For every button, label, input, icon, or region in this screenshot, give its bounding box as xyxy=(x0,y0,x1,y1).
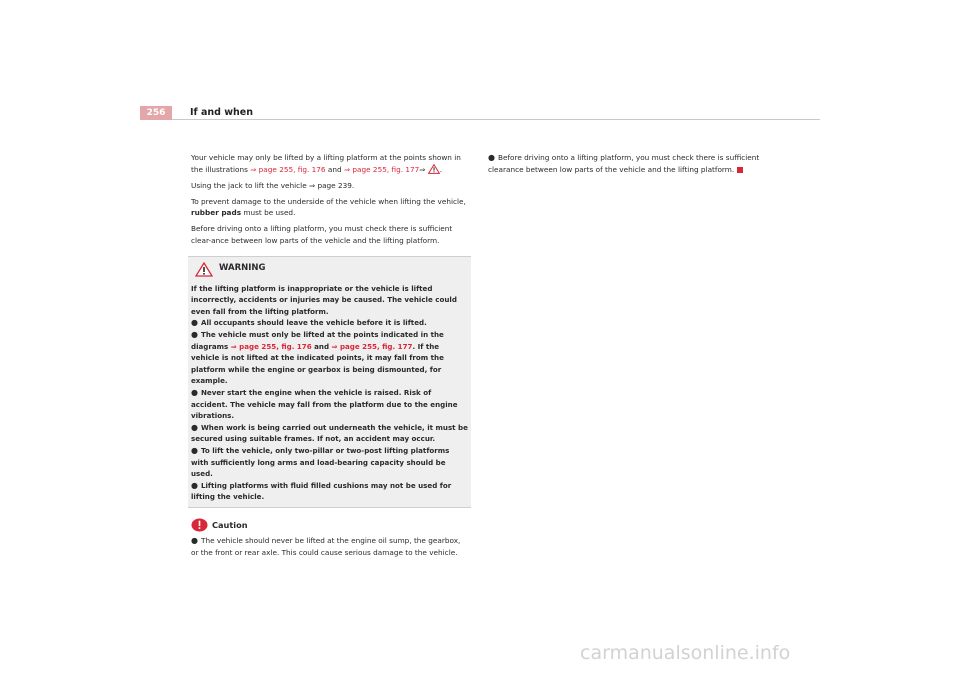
warning-bullet: ● The vehicle must only be lifted at the points indicated in the diagrams ⇒ page 255, fig. 176 and ⇒ page 255, fig. 177. If the vehicle is not lifted at the indicated points, it may fall from the platform while the engine or gearbox is being dismounted, for example. xyxy=(191,330,444,386)
end-of-section-icon xyxy=(737,167,743,173)
paragraph-lifting-points: Your vehicle may only be lifted by a lifting platform at the points shown in the illustrations ⇒ page 255, fig. 176 and ⇒ page 255, fig. 177⇒ . xyxy=(191,153,461,174)
warning-bullet: ● All occupants should leave the vehicle before it is lifted. xyxy=(191,318,427,328)
caution-header xyxy=(191,518,468,532)
warning-label: WARNING xyxy=(219,263,266,274)
right-bullet: ● Before driving onto a lifting platform, you must check there is sufficient clearance between low parts of the vehicle and the lifting platform. xyxy=(488,153,760,174)
warning-bullet: ● When work is being carried out underneath the vehicle, it must be secured using suitable frames. If not, an accident may occur. xyxy=(191,422,468,444)
warning-bullet: ● Lifting platforms with fluid filled cushions may not be used for lifting the vehicle. xyxy=(191,480,452,502)
caution-label: Caution xyxy=(212,520,248,531)
warning-box xyxy=(188,256,471,508)
warning-intro: If the lifting platform is inappropriate or the vehicle is lifted incorrectly, accidents or injuries may be caused. The vehicle could even fall from the lifting platform. xyxy=(191,283,457,316)
right-column xyxy=(488,152,773,175)
watermark: carmanualsonline.info xyxy=(580,642,791,664)
warning-triangle-icon xyxy=(428,164,440,174)
warning-triangle-icon xyxy=(195,262,213,277)
warning-bullet: ● To lift the vehicle, only two-pillar or two-post lifting platforms with sufficiently long arms and load-bearing capacity should be used. xyxy=(191,445,450,479)
page-number: 256 xyxy=(140,106,172,120)
link-fig-176[interactable]: ⇒ page 255, fig. 176 xyxy=(230,341,312,351)
warning-header xyxy=(195,262,468,277)
caution-bullet: ● The vehicle should never be lifted at the engine oil sump, the gearbox, or the front or rear axle. This could cause serious damage to the vehicle. xyxy=(191,535,461,557)
exclamation-circle-icon xyxy=(191,518,208,532)
paragraph-clearance: Before driving onto a lifting platform, you must check there is sufficient clear-ance between low parts of the vehicle and the lifting platform. xyxy=(191,224,453,246)
left-column xyxy=(191,152,468,558)
paragraph-jack: Using the jack to lift the vehicle ⇒ page 239. xyxy=(191,180,355,190)
header-rule xyxy=(172,119,820,120)
warning-bullet: ● Never start the engine when the vehicle is raised. Risk of accident. The vehicle may fall from the platform due to the engine vibrations. xyxy=(191,388,458,421)
link-fig-177[interactable]: ⇒ page 255, fig. 177 xyxy=(343,164,420,174)
paragraph-rubber-pads: To prevent damage to the underside of the vehicle when lifting the vehicle, rubber pads must be used. xyxy=(191,196,466,218)
section-title: If and when xyxy=(190,107,254,118)
link-fig-177[interactable]: ⇒ page 255, fig. 177 xyxy=(331,341,413,351)
link-fig-176[interactable]: ⇒ page 255, fig. 176 xyxy=(250,164,326,174)
